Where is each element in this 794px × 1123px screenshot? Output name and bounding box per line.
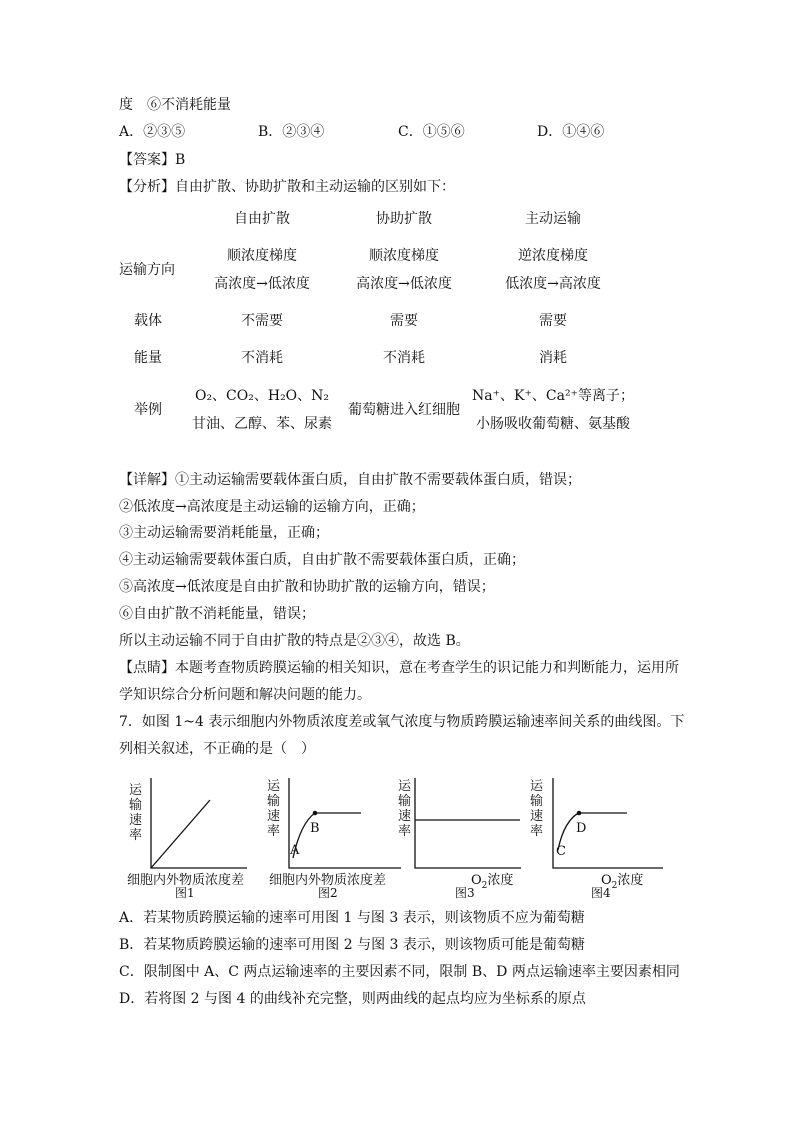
point-c-label: C	[556, 844, 566, 859]
ylabel-char: 速	[267, 809, 281, 824]
fig4-xlabel: $O_2$浓度	[601, 873, 644, 891]
fig1-xlabel: 细胞内外物质浓度差	[127, 873, 245, 888]
table-cell: 低浓度→高浓度	[505, 276, 601, 292]
table-cell: 小肠吸收葡萄糖、氨基酸	[476, 416, 630, 432]
table-header: 协助扩散	[376, 211, 432, 227]
table-cell: O₂、CO₂、H₂O、N₂	[194, 388, 330, 404]
comment-line: 学知识综合分析问题和解决问题的能力。	[119, 687, 371, 703]
fig3-xlabel: $O_2$浓度	[471, 873, 514, 891]
ylabel-char: 运	[530, 779, 544, 794]
detail-line: ④主动运输需要载体蛋白质，自由扩散不需要载体蛋白质，正确；	[119, 552, 525, 568]
table-cell: 葡萄糖进入红细胞	[348, 402, 460, 418]
ylabel-char: 运	[398, 779, 412, 794]
table-cell: 需要	[390, 313, 418, 329]
table-cell: 甘油、乙醇、苯、尿素	[192, 416, 332, 432]
point-b-label: B	[310, 821, 320, 836]
point-b-dot	[313, 811, 318, 816]
table-header: 主动运输	[525, 211, 581, 227]
ylabel-char: 输	[267, 794, 281, 809]
fig1-caption: 图1	[175, 886, 195, 900]
ylabel-char: 率	[129, 828, 143, 843]
detail-line: ③主动运输需要消耗能量，正确；	[119, 525, 329, 541]
comment-line: 【点睛】本题考查物质跨膜运输的相关知识，意在考查学生的识记能力和判断能力，运用所	[119, 660, 679, 676]
detail-line: ⑥自由扩散不消耗能量，错误；	[119, 606, 315, 622]
analysis-line: 【分析】自由扩散、协助扩散和主动运输的区别如下：	[119, 179, 455, 195]
question-stem: 7．如图 1~4 表示细胞内外物质浓度差或氧气浓度与物质跨膜运输速率间关系的曲线图。下	[119, 714, 685, 730]
text-line: 度 ⑥不消耗能量	[119, 97, 231, 113]
ylabel-char: 率	[530, 824, 544, 839]
table-cell: 逆浓度梯度	[518, 248, 588, 264]
point-d-dot	[577, 811, 582, 816]
row-label: 载体	[134, 313, 162, 329]
ylabel-char: 输	[129, 798, 143, 813]
option-b: B．②③④	[258, 124, 325, 140]
choice-d: D．若将图 2 与图 4 的曲线补充完整，则两曲线的起点均应为坐标系的原点	[119, 991, 586, 1007]
option-c: C．①⑤⑥	[398, 124, 465, 140]
question-stem: 列相关叙述，不正确的是（ ）	[119, 741, 315, 757]
table-cell: 需要	[539, 313, 567, 329]
fig2-caption: 图2	[318, 886, 338, 900]
table-cell: 不消耗	[241, 350, 283, 366]
table-cell: 不消耗	[383, 350, 425, 366]
table-cell: Na⁺、K⁺、Ca²⁺等离子；	[472, 388, 634, 404]
ylabel-char: 速	[398, 809, 412, 824]
ylabel-char: 率	[267, 824, 281, 839]
table-cell: 消耗	[539, 350, 567, 366]
row-label: 能量	[134, 350, 162, 366]
ylabel-char: 速	[530, 809, 544, 824]
table-cell: 高浓度→低浓度	[214, 276, 310, 292]
detail-line: 所以主动运输不同于自由扩散的特点是②③④，故选 B。	[119, 633, 470, 649]
detail-line: ⑤高浓度→低浓度是自由扩散和协助扩散的运输方向，错误；	[119, 579, 495, 595]
point-d-label: D	[576, 821, 587, 836]
ylabel-char: 率	[398, 824, 412, 839]
fig3-caption: 图3	[455, 886, 475, 900]
fig4-caption: 图4	[591, 886, 611, 900]
table-cell: 高浓度→低浓度	[356, 276, 452, 292]
detail-line: ②低浓度→高浓度是主动运输的运输方向，正确；	[119, 499, 425, 515]
point-a-label: A	[290, 843, 300, 858]
choice-c: C．限制图中 A、C 两点运输速率的主要因素不同，限制 B、D 两点运输速率主要因素相同	[119, 964, 680, 980]
ylabel-char: 运	[129, 783, 143, 798]
choice-a: A．若某物质跨膜运输的速率可用图 1 与图 3 表示，则该物质不应为葡萄糖	[119, 910, 585, 926]
table-header: 自由扩散	[234, 211, 290, 227]
choice-b: B．若某物质跨膜运输的速率可用图 2 与图 3 表示，则该物质可能是葡萄糖	[119, 937, 585, 953]
table-cell: 顺浓度梯度	[227, 248, 297, 264]
figures-svg	[115, 770, 675, 905]
row-label: 运输方向	[119, 262, 175, 278]
option-d: D．①④⑥	[537, 124, 605, 140]
table-cell: 顺浓度梯度	[369, 248, 439, 264]
ylabel-char: 运	[267, 779, 281, 794]
ylabel-char: 速	[129, 813, 143, 828]
answer-line: 【答案】B	[119, 152, 186, 168]
option-a: A．②③⑤	[119, 124, 186, 140]
ylabel-char: 输	[530, 794, 544, 809]
fig2-xlabel: 细胞内外物质浓度差	[269, 873, 387, 888]
table-cell: 不需要	[241, 313, 283, 329]
detail-line: 【详解】①主动运输需要载体蛋白质，自由扩散不需要载体蛋白质，错误；	[119, 472, 581, 488]
ylabel-char: 输	[398, 794, 412, 809]
row-label: 举例	[134, 402, 162, 418]
